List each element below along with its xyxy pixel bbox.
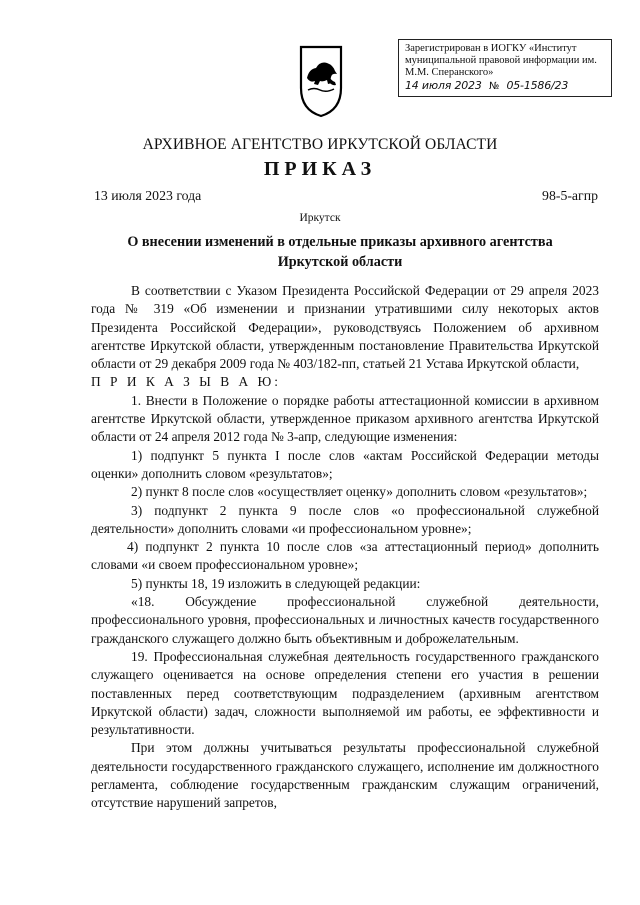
prikazyvayu-heading: П Р И К А З Ы В А Ю: — [91, 374, 281, 390]
title-line: О внесении изменений в отдельные приказы архивного агентства — [127, 234, 553, 250]
clause-18-paragraph: «18. Обсуждение профессиональной служебной деятельности, профессионального уровня, профессиональных и личностных качеств государственного гражданского служащего должно быть объективным и доброжелательным. — [91, 594, 599, 646]
stamp-handwritten-date: 14 июля 2023 — [405, 79, 482, 92]
stamp-line: Зарегистрирован в ИОГКУ «Институт — [405, 43, 577, 54]
stamp-registration-record — [405, 80, 605, 93]
subitem-2-paragraph: 2) пункт 8 после слов «осуществляет оценку» дополнить словом «результатов»; — [131, 484, 588, 500]
title-line: Иркутской области — [277, 254, 403, 270]
order-date: 13 июля 2023 года — [94, 188, 202, 203]
registration-stamp — [398, 39, 612, 97]
item-1-paragraph: 1. Внести в Положение о порядке работы аттестационной комиссии в архивном агентстве Иркутской области, утвержденное приказом архивного агентства Иркутской области от 24 апреля 2012 года № 3-апр, следующие изменения: — [91, 392, 599, 445]
stamp-line: М.М. Сперанского» — [405, 67, 494, 78]
document-type: ПРИКАЗ — [263, 158, 377, 180]
order-city: Иркутск — [299, 212, 341, 224]
stamp-number-sign: № — [488, 81, 500, 92]
stamp-line: муниципальной правовой информации им. — [405, 55, 597, 66]
stamp-handwritten-number: 05-1586/23 — [506, 79, 569, 92]
clause-19-paragraph: 19. Профессиональная служебная деятельность государственного гражданского служащего оценивается на основе определения степени его участия в решении поставленных перед соответствующим подразделением (архивным агентством Иркутской области) задач, сложности выполняемой им работы, ее эффективности и результативности. — [91, 648, 599, 738]
clause-continuation-paragraph: При этом должны учитываться результаты профессиональной служебной деятельности государственного гражданского служащего, исполнение им должностного регламента, соблюдение государственным гражданским служащим ограничений, отсутствие нарушений запретов, — [91, 740, 599, 811]
subitem-3-paragraph: 3) подпункт 2 пункта 9 после слов «о профессиональной служебной деятельности» дополнить словами «и профессиональном уровне»; — [91, 502, 599, 536]
agency-name: АРХИВНОЕ АГЕНТСТВО ИРКУТСКОЙ ОБЛАСТИ — [142, 136, 498, 153]
order-title — [80, 232, 600, 272]
irkutsk-coat-of-arms-icon — [298, 44, 344, 118]
subitem-4-paragraph: 4) подпункт 2 пункта 10 после слов «за аттестационный период» дополнить словами «и своем профессиональном уровне»; — [91, 539, 599, 573]
preamble-paragraph: В соответствии с Указом Президента Российской Федерации от 29 апреля 2023 года № 319 «Об изменении и признании утратившими силу некоторых актов Президента Российской Федерации», руководствуясь Положением об архивном агентстве Иркутской области, утвержденным постановление Правительства Иркутской области от 29 декабря 2009 года № 403/182-пп, статьей 21 Устава Иркутской области, — [91, 283, 599, 372]
subitem-1-paragraph: 1) подпункт 5 пункта I после слов «актам Российской Федерации методы оценки» дополнить словом «результатов»; — [91, 447, 599, 481]
order-body — [91, 282, 599, 813]
subitem-5-paragraph: 5) пункты 18, 19 изложить в следующей редакции: — [131, 575, 421, 591]
order-number: 98-5-агпр — [542, 188, 598, 203]
